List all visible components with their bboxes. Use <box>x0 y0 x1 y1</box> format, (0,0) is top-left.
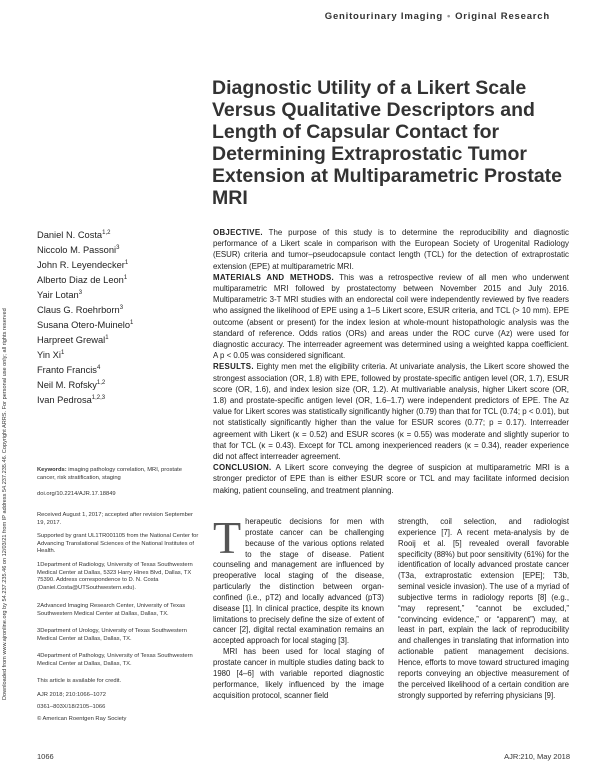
author: Susana Otero-Muinelo$^1$ <box>37 320 134 331</box>
abstract-methods: MATERIALS AND METHODS. This was a retrospective review of all men who underwent multiparametric MRI followed by prostatectomy between November 2015 and July 2016. Multiparametric 3-T MRI studies with an endorectal coil were independently reviewed by five readers who assigned the likelihood of EPE using a 1–5 Likert score, ESUR criteria, and TCL (> 10 mm). EPE outcome (absent or present) for the index lesion at whole-mount histopathologic analysis was the standard of reference. Odds ratios (ORs) and areas under the ROC curve (Az) were used for diagnostic accuracy. The interreader agreement was determined using a weighted kappa coefficient. A p < 0.05 was considered significant. <box>213 272 569 361</box>
section-label: Genitourinary Imaging <box>324 11 443 22</box>
author-list <box>37 227 207 407</box>
keywords-text: imaging pathology correlation, MRI, prostate cancer, risk stratification, staging <box>37 467 183 481</box>
author: Neil M. Rofsky$^{1,2}$ <box>37 380 106 391</box>
author: Alberto Diaz de Leon$^1$ <box>37 275 128 286</box>
article-type: Original Research <box>455 11 550 22</box>
affiliation-4: 4Department of Pathology, University of Texas Southwestern Medical Center at Dallas, Dallas, TX. <box>37 653 193 667</box>
author: Harpreet Grewal$^1$ <box>37 335 109 346</box>
author: Daniel N. Costa$^{1,2}$ <box>37 230 111 241</box>
citation: AJR 2018; 210:1066–1072 <box>37 692 106 698</box>
section-header <box>325 11 550 22</box>
affiliation-1: 1Department of Radiology, University of Texas Southwestern Medical Center at Dallas, 5323 Harry Hines Blvd, Dallas, TX 75390. Address correspondence to D. N. Costa (Daniel.Costa@UTSouthwestern.edu). <box>37 562 193 591</box>
doi[interactable]: doi.org/10.2214/AJR.17.18849 <box>37 491 116 497</box>
abstract <box>213 227 569 496</box>
support-note: Supported by grant UL1TR001105 from the National Center for Advancing Translational Sciences of the National Institutes of Health. <box>37 533 199 555</box>
abstract-objective: OBJECTIVE. The purpose of this study is to determine the reproducibility and diagnostic performance of a Likert scale in comparison with the European Society of Urogenital Radiology (ESUR) criteria and tumor–pseudocapsule contact length (TCL) for the detection of extraprostatic extension (EPE) at multiparametric MRI. <box>213 228 569 271</box>
keywords <box>37 467 202 482</box>
abstract-results: RESULTS. Eighty men met the eligibility criteria. At univariate analysis, the Likert score showed the strongest association (OR, 1.8) with EPE, followed by prostate-specific antigen level (OR, 1.7), ESUR score (OR, 1.6), and index lesion size (OR, 1.2). At multivariable analysis, higher Likert score (OR, 1.8) and prostate-specific antigen level (OR, 1.6–1.7) were independent predictors of EPE. The Az value for Likert scores was statistically significantly higher (0.79) than that for TCL (0.74; p < 0.01), but not statistically significantly higher than the value for ESUR scores (0.77; p = 0.17). Interreader agreement with Likert (κ = 0.52) and ESUR scores (κ = 0.55) was moderate and slightly superior to that for TCL (κ = 0.43). Except for TCL among inexperienced readers (κ = 0.34), reader experience did not affect interreader agreement. <box>213 362 569 462</box>
author: Yair Lotan$^3$ <box>37 290 83 301</box>
intro-paragraph-1: Therapeutic decisions for men with prostate cancer can be challenging because of the various options related to the stage of disease. Patient counseling and management are influenced by preoperative local staging of the disease, particularly the distinction between organ-confined (i.e., pT2) and locally advanced (pT3) disease [1]. In clinical practice, despite its known limitations to precisely define the size of extent of cancer [2], digital rectal examination remains an accepted approach for local staging [3]. <box>213 512 384 646</box>
author: John R. Leyendecker$^1$ <box>37 260 129 271</box>
author: Niccolo M. Passoni$^3$ <box>37 245 120 256</box>
article-title: Diagnostic Utility of a Likert Scale Versus Qualitative Descriptors and Length of Capsular Contact for Determining Extraprostatic Tumor Extension at Multiparametric Prostate MRI <box>212 77 563 209</box>
body-column-2 <box>398 517 569 701</box>
keywords-label: Keywords: <box>37 467 67 473</box>
author: Claus G. Roehrborn$^3$ <box>37 305 124 316</box>
body-column-1 <box>213 512 384 701</box>
cme-note: This article is available for credit. <box>37 678 122 684</box>
received-date: Received August 1, 2017; accepted after revision September 19, 2017. <box>37 512 193 526</box>
copyright: © American Roentgen Ray Society <box>37 716 127 722</box>
header-separator: • <box>446 11 452 22</box>
author: Franto Francis$^4$ <box>37 365 101 376</box>
intro-paragraph-3: strength, coil selection, and radiologist experience [7]. A recent meta-analysis by de Rooij et al. [5] revealed overall favorable specificity (88%) but poor sensitivity (61%) for the identification of locally advanced prostate cancer (T3a, extraprostatic extension [EPE]; T3b, seminal vesicle invasion). The use of a myriad of subjective terms in radiology reports [8] (e.g., “may represent,” “cannot be excluded,” “convincing evidence,” or “apparent”) may, at least in part, explain the lack of reproducibility and challenges in translating that information into actionable patient management decisions. Hence, efforts to move toward structured imaging reports conveying an objective measurement of the perceived likelihood of a certain condition are strongly supported by referring physicians [9]. <box>398 517 569 700</box>
page-number: 1066 <box>37 752 54 761</box>
affiliation-3: 3Department of Urology, University of Texas Southwestern Medical Center at Dallas, Dallas, TX. <box>37 628 187 642</box>
journal-footer: AJR:210, May 2018 <box>504 752 570 761</box>
affiliation-2: 2Advanced Imaging Research Center, University of Texas Southwestern Medical Center at Dallas, Dallas, TX. <box>37 603 186 617</box>
author: Ivan Pedrosa$^{1,2,3}$ <box>37 395 106 406</box>
author: Yin Xi$^1$ <box>37 350 65 361</box>
abstract-conclusion: CONCLUSION. A Likert score conveying the degree of suspicion at multiparametric MRI is a stronger predictor of EPE than is either ESUR score or TCL and may facilitate informed decision making, patient counseling, and treatment planning. <box>213 463 569 495</box>
download-watermark: Downloaded from www.ajronline.org by 54.237.235.46 on 12/03/21 from IP address 54.237.235.46. Copyright ARRS. For personal use only; all rights reserved <box>2 308 8 700</box>
issn: 0361–803X/18/2105–1066 <box>37 704 106 710</box>
drop-cap: T <box>213 512 242 563</box>
intro-paragraph-2: MRI has been used for local staging of prostate cancer in multiple studies dating back to 1980 [4–6] with variable reported diagnostic performance, likely influenced by the image acquisition protocol, scanner field <box>213 647 384 700</box>
